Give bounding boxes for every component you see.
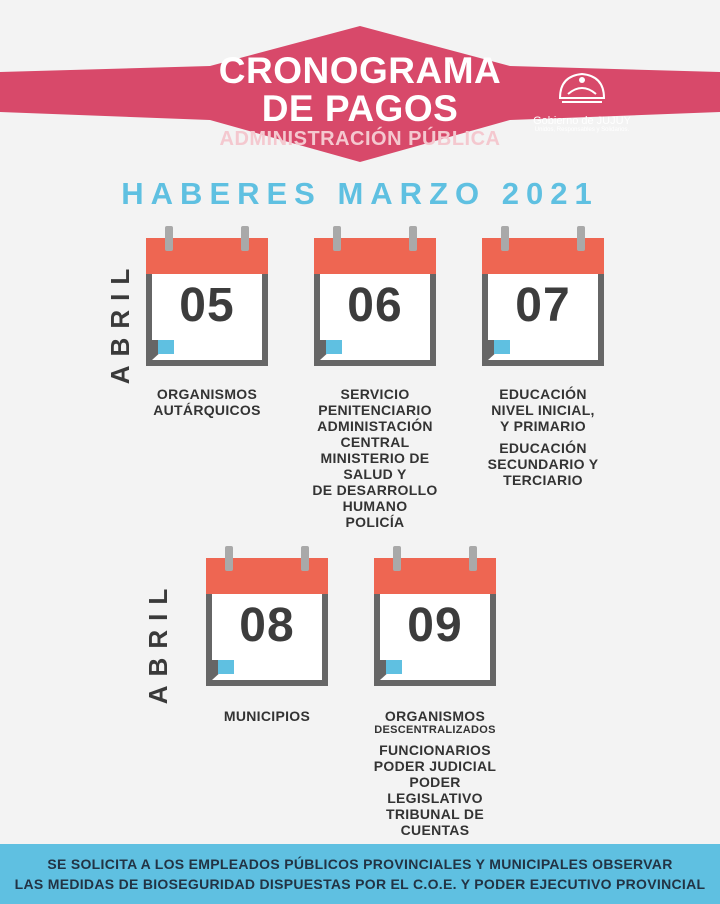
- day-05-label: [137, 386, 277, 418]
- label-line: PENITENCIARIO: [318, 402, 432, 418]
- label-line: CUENTAS: [400, 822, 470, 838]
- label-line: PODER JUDICIAL: [373, 758, 497, 774]
- calendar-ring-icon: [393, 546, 401, 571]
- calendar-day-06: [314, 226, 436, 366]
- calendar-ring-icon: [333, 226, 341, 251]
- calendar-ring-icon: [225, 546, 233, 571]
- label-line: NIVEL INICIAL,: [491, 402, 595, 418]
- page-fold-icon: [488, 340, 510, 360]
- label-line: SALUD Y: [343, 466, 407, 482]
- label-line: CENTRAL: [340, 434, 410, 450]
- page-fold-icon: [380, 660, 402, 680]
- day-07-label: [468, 386, 618, 488]
- label-line: SECUNDARIO Y: [487, 456, 599, 472]
- label-line: DE DESARROLLO: [312, 482, 438, 498]
- label-line: Y PRIMARIO: [500, 418, 586, 434]
- label-line: DESCENTRALIZADOS: [374, 724, 496, 736]
- month-label-row-2: ABRIL: [143, 579, 173, 705]
- calendar-ring-icon: [165, 226, 173, 251]
- label-line: SERVICIO: [340, 386, 410, 402]
- label-line: ORGANISMOS: [156, 386, 258, 402]
- day-number: 05: [179, 279, 235, 332]
- calendar-ring-icon: [301, 546, 309, 571]
- label-line: TERCIARIO: [503, 472, 583, 488]
- footer-notice: [0, 844, 720, 904]
- logo-tagline: Unidos, Responsables y Solidarios.: [534, 127, 630, 133]
- calendar-day-05: [146, 226, 268, 366]
- calendar-day-07: [482, 226, 604, 366]
- label-line: LEGISLATIVO: [387, 790, 483, 806]
- title-line-1: CRONOGRAMA: [218, 50, 502, 91]
- section-heading: HABERES MARZO 2021: [121, 176, 599, 211]
- label-line: EDUCACIÓN: [499, 386, 587, 402]
- day-08-label: [197, 708, 337, 724]
- day-number: 07: [515, 279, 571, 332]
- calendar-day-09: [374, 546, 496, 686]
- logo-org-name: Gobierno de JUJUY: [533, 115, 631, 127]
- calendar-ring-icon: [409, 226, 417, 251]
- page-fold-icon: [320, 340, 342, 360]
- label-line: TRIBUNAL DE: [386, 806, 484, 822]
- title-line-2: DE PAGOS: [261, 88, 459, 129]
- government-emblem-icon: [554, 68, 610, 108]
- calendar-ring-icon: [577, 226, 585, 251]
- subtitle: ADMINISTRACIÓN PÚBLICA: [219, 128, 501, 150]
- label-line: AUTÁRQUICOS: [153, 402, 261, 418]
- label-line: MINISTERIO DE: [320, 450, 430, 466]
- calendar-ring-icon: [469, 546, 477, 571]
- government-logo: [532, 68, 632, 133]
- label-line: ADMINISTACIÓN: [317, 418, 433, 434]
- page-fold-icon: [152, 340, 174, 360]
- label-line: POLICÍA: [345, 514, 405, 530]
- day-09-label: [355, 708, 515, 838]
- label-line: PODER: [409, 774, 461, 790]
- page-fold-icon: [212, 660, 234, 680]
- footer-line-2: LAS MEDIDAS DE BIOSEGURIDAD DISPUESTAS POR EL C.O.E. Y PODER EJECUTIVO PROVINCIAL: [14, 876, 706, 892]
- label-line: HUMANO: [342, 498, 408, 514]
- label-line: FUNCIONARIOS: [379, 742, 491, 758]
- month-label-row-1: ABRIL: [105, 259, 135, 385]
- calendar-day-08: [206, 546, 328, 686]
- day-number: 09: [407, 599, 463, 652]
- footer-line-1: SE SOLICITA A LOS EMPLEADOS PÚBLICOS PROVINCIALES Y MUNICIPALES OBSERVAR: [47, 856, 673, 872]
- label-line: EDUCACIÓN: [499, 440, 587, 456]
- label-line: ORGANISMOS: [384, 708, 486, 724]
- calendar-ring-icon: [501, 226, 509, 251]
- day-06-label: [295, 386, 455, 530]
- calendar-ring-icon: [241, 226, 249, 251]
- day-number: 06: [347, 279, 403, 332]
- label-line: MUNICIPIOS: [223, 708, 311, 724]
- day-number: 08: [239, 599, 295, 652]
